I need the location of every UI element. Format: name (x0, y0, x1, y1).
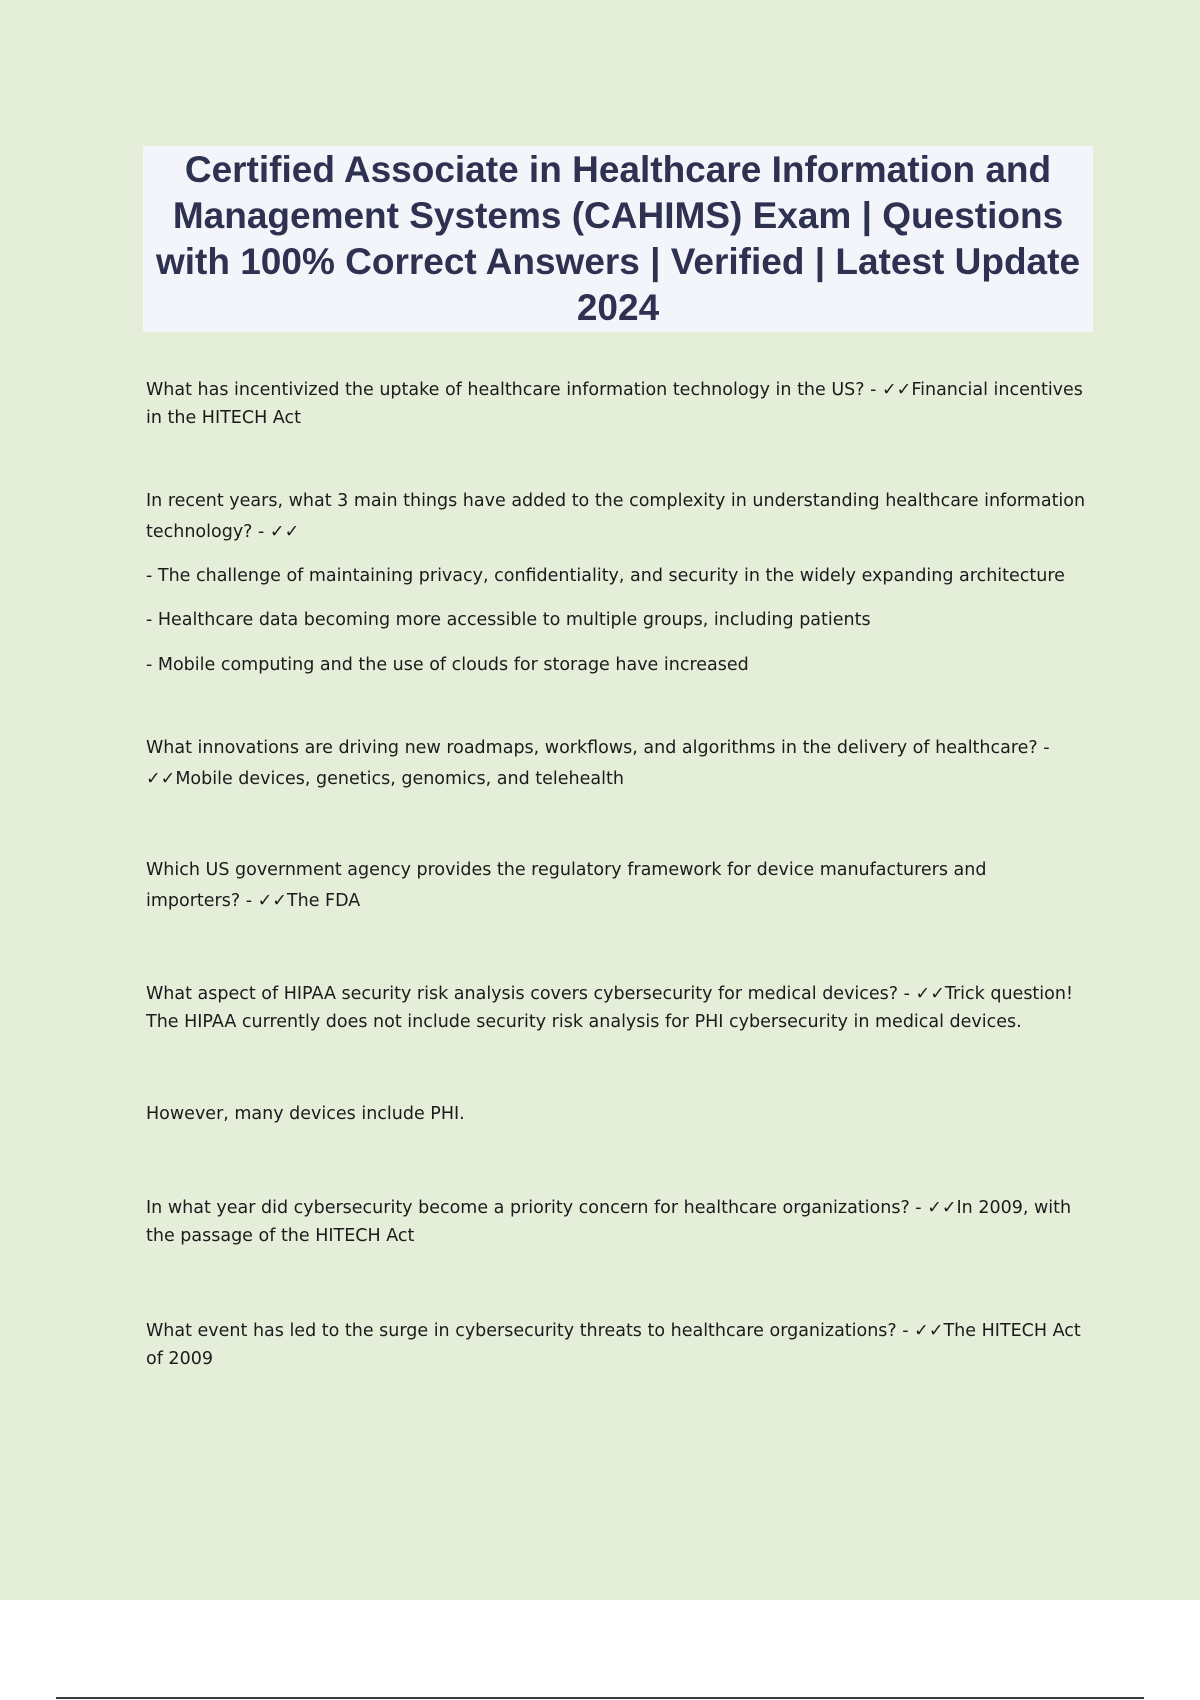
document-title: Certified Associate in Healthcare Information and Management Systems (CAHIMS) Exam | Questions with 100% Correct Answers | Verified | Latest Update 2024 (155, 149, 1081, 328)
qa-item-5 (146, 980, 1086, 1036)
double-check-icon: ✓✓ (915, 984, 945, 1004)
question-text: What event has led to the surge in cybersecurity threats to healthcare organizations? - (146, 1321, 915, 1341)
answer-text: Financial incentives in the HITECH Act (146, 380, 1083, 428)
title-banner (143, 146, 1093, 332)
answer-text: In 2009, with the passage of the HITECH Act (146, 1198, 1072, 1246)
double-check-icon: ✓✓ (882, 380, 912, 400)
answer-bullet-2: - Healthcare data becoming more accessible to multiple groups, including patients (146, 610, 871, 630)
question-text: What aspect of HIPAA security risk analysis covers cybersecurity for medical devices? - (146, 984, 916, 1004)
qa-item-5-note: However, many devices include PHI. (146, 1104, 465, 1124)
double-check-icon: ✓✓ (269, 522, 300, 542)
qa-content (146, 376, 1086, 1373)
qa-item-1 (146, 376, 1086, 432)
question-text: What has incentivized the uptake of healthcare information technology in the US? - (146, 380, 882, 400)
answer-bullet-3: - Mobile computing and the use of clouds for storage have increased (146, 655, 749, 675)
question-text: What innovations are driving new roadmaps, workflows, and algorithms in the delivery of healthcare? - (146, 738, 1050, 758)
double-check-icon: ✓✓ (146, 769, 176, 789)
answer-text: The FDA (286, 891, 361, 911)
answer-text: Mobile devices, genetics, genomics, and telehealth (175, 769, 624, 789)
question-text: Which US government agency provides the regulatory framework for device manufacturers and importers? - (146, 860, 987, 911)
question-text: In recent years, what 3 main things have added to the complexity in understanding healthcare information technology? - (146, 491, 1086, 542)
double-check-icon: ✓✓ (927, 1198, 957, 1218)
answer-bullet-1: - The challenge of maintaining privacy, confidentiality, and security in the widely expanding architecture (146, 566, 1065, 586)
qa-item-3 (146, 733, 1086, 795)
question-text: In what year did cybersecurity become a priority concern for healthcare organizations? - (146, 1198, 928, 1218)
double-check-icon: ✓✓ (257, 891, 287, 911)
footer-divider (56, 1697, 1144, 1699)
qa-item-7 (146, 1317, 1086, 1373)
qa-item-4 (146, 855, 1086, 917)
qa-item-6 (146, 1194, 1086, 1250)
answer-text: The HITECH Act of 2009 (146, 1321, 1081, 1369)
qa-item-2 (146, 486, 1086, 548)
answer-text: Trick question! The HIPAA currently does not include security risk analysis for PHI cybersecurity in medical devices. (146, 984, 1073, 1032)
double-check-icon: ✓✓ (914, 1321, 944, 1341)
